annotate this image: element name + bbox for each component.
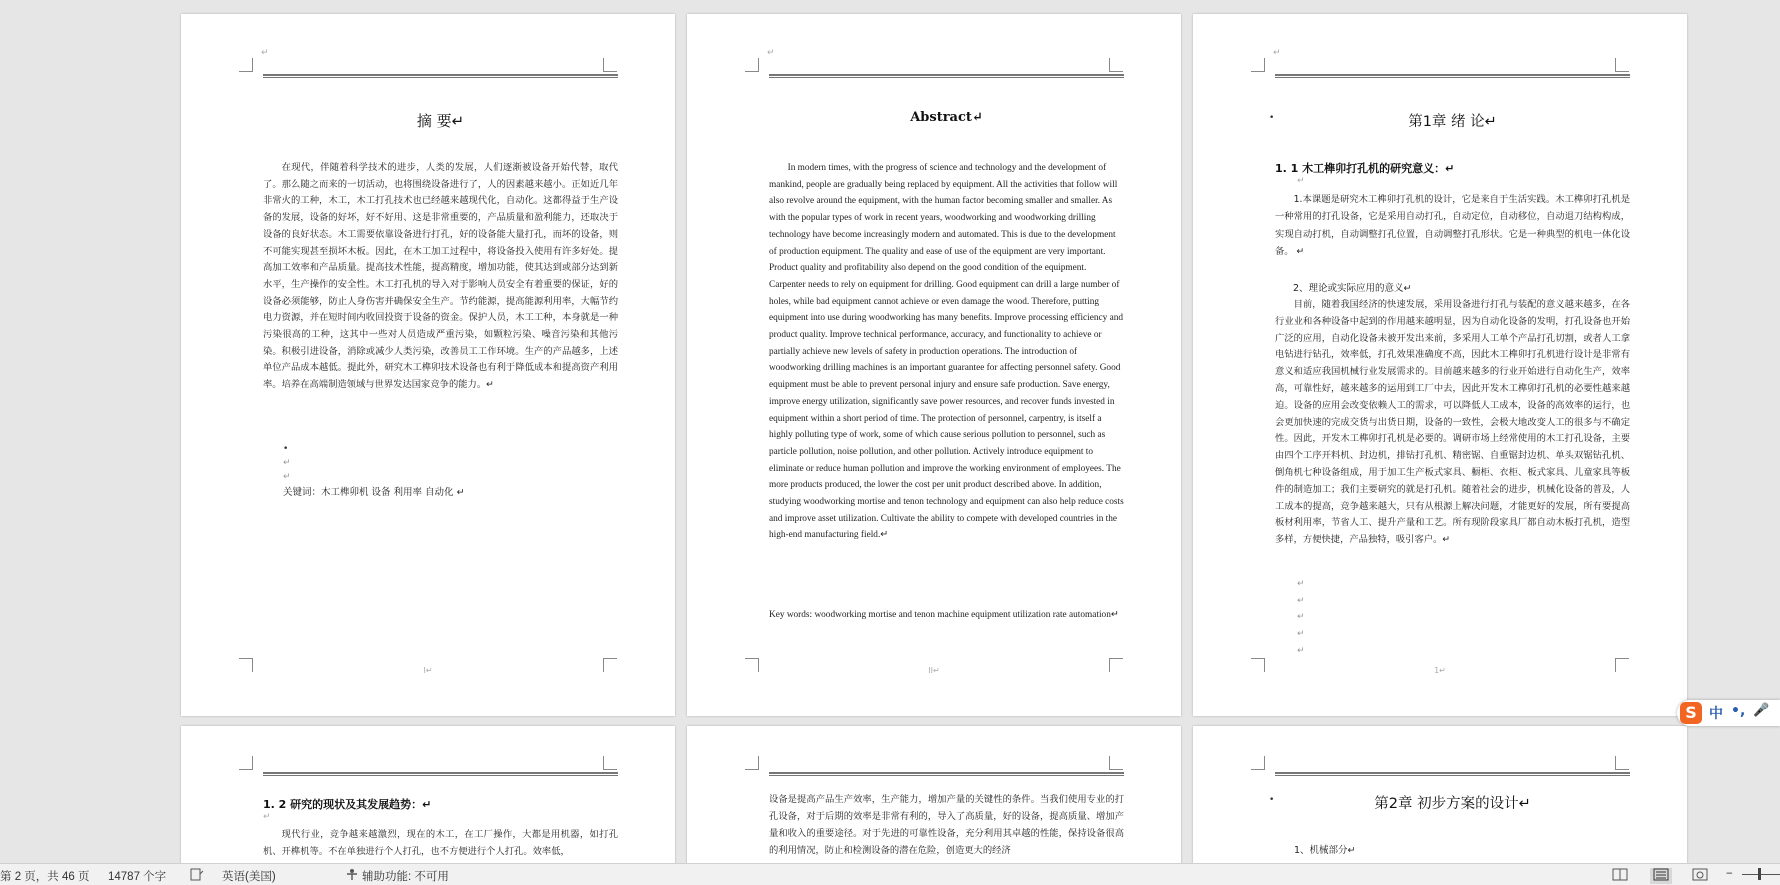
abstract-body[interactable]: In modern times, with the progress of science and technology and the development of mankind, people are gradually being replaced by equipment. All the activities that follow will also revolve around the equipment, with the human factor becoming smaller and smaller. As with the popular types of work in recent years, woodworking and woodworking drilling technology have become increasingly modern and automated. This is due to the development of production equipment. The quality and ease of use of the equipment are very important. Product quality and profitability also depend on the good condition of the equipment. Carpenter needs to rely on equipment for drilling. Good equipment can drill a large number of holes, while bad equipment cannot achieve or even damage the wood. Therefore, putting equipment into use during woodworking has many benefits. Improve processing efficiency and product quality. Improve technical performance, accuracy, and functionality to achieve or partially achieve new levels of safety in production operations. The introduction of woodworking drilling machines is an important guarantee for affecting personnel safety. Good equipment must be able to prevent personal injury and ensure safe production. Save energy, improve energy utilization, significantly save power resources, and recover funds invested in equipment within a short period of time. The protection of personnel, carpentry, is itself a highly polluting type of work, some of which cause serious pollution to personnel, such as particle pollution, noise pollution, and other pollution. Actively introduce equipment to eliminate or reduce human pollution and improve the working environment of employees. The more products produced, the lower the cost per unit product described above. In addition, studying woodworking mortise and tenon technology and equipment can also help reduce costs and improve asset utilization. Cultivate the ability to compete with developed countries in the high-end manufacturing field.↵	[769, 163, 1124, 541]
crop-mark	[1109, 756, 1123, 770]
web-layout-icon[interactable]	[1692, 868, 1708, 884]
status-bar	[0, 863, 1780, 885]
word-count[interactable]: 14787 个字	[108, 871, 167, 883]
paragraph-mark: ↵	[1297, 176, 1305, 186]
paragraph-mark: ↵	[283, 458, 291, 468]
list-item: 1、机械部分↵	[1294, 845, 1356, 856]
accessibility-status[interactable]: 辅助功能: 不可用	[362, 871, 449, 883]
paragraph[interactable]: 1.本课题是研究木工榫卯打孔机的设计，它是来自于生活实践。木工榫卯打孔机是一种常用的打孔设备，它是采用自动打孔，自动定位，自动移位，自动退刀结构构成，实现自动打机，自动调整打孔位置，自动调整打孔形状。它是一种典型的机电一体化设备。 ↵	[1275, 194, 1630, 258]
bullet: •	[1269, 795, 1275, 805]
page-number: I↵	[423, 666, 433, 675]
crop-mark	[745, 756, 759, 770]
language-indicator[interactable]: 英语(美国)	[222, 871, 276, 883]
microphone-icon[interactable]: 🎤	[1753, 703, 1770, 718]
sub-heading: 2、理论或实际应用的意义↵	[1293, 283, 1412, 294]
crop-mark	[1251, 58, 1265, 72]
print-layout-icon[interactable]	[1650, 868, 1672, 884]
page-abstract-en[interactable]	[687, 14, 1181, 716]
ime-lang-toggle[interactable]: 中	[1709, 706, 1723, 722]
zoom-slider[interactable]	[1742, 874, 1780, 875]
page-number: II↵	[928, 666, 940, 675]
page-4[interactable]	[181, 726, 675, 863]
keywords[interactable]: 关键词：木工榫卯机 设备 利用率 自动化 ↵	[283, 487, 465, 498]
page-title: Abstract↵	[910, 110, 983, 125]
page-chapter-1[interactable]	[1193, 14, 1687, 716]
paragraph-mark: ↵	[263, 812, 271, 822]
crop-mark	[239, 58, 253, 72]
crop-mark	[745, 58, 759, 72]
accessibility-icon[interactable]	[345, 868, 359, 884]
page-number: 1↵	[1434, 666, 1446, 675]
chapter-title: 第2章 初步方案的设计↵	[1374, 796, 1531, 812]
crop-mark	[1251, 756, 1265, 770]
section-heading: 1. 2 研究的现状及其发展趋势：↵	[263, 798, 432, 811]
sogou-logo-icon[interactable]: S	[1680, 702, 1702, 724]
paragraph[interactable]: 设备是提高产品生产效率，生产能力，增加产量的关键性的条件。当我们使用专业的打孔设备，对于后期的效率是非常有利的，导入了高质量，好的设备，提高质量、增加产量和收入的重要途径。对于先进的可靠性设备，充分利用其卓越的性能，保持设备很高的利用情况，防止和检测设备的潜在危险，创造更大的经济	[769, 794, 1124, 856]
page-6[interactable]	[1193, 726, 1687, 863]
header-rule	[769, 772, 1124, 776]
paragraph-marks	[283, 442, 291, 484]
bullet: •	[283, 444, 289, 454]
section-heading: 1. 1 木工榫卯打孔机的研究意义：↵	[1275, 162, 1455, 175]
page-count[interactable]: 第 2 页，共 46 页	[0, 871, 90, 883]
paragraph-mark: ↵	[1273, 48, 1281, 58]
paragraph-mark: ↵	[767, 48, 775, 58]
page-title: 摘 要↵	[416, 112, 465, 130]
chapter-title: 第1章 绪 论↵	[1408, 114, 1497, 130]
ime-toolbar[interactable]	[1677, 700, 1780, 726]
paragraph-mark: ↵	[283, 472, 291, 482]
paragraph-marks: ↵ ↵ ↵ ↵ ↵	[1297, 579, 1305, 656]
paragraph-mark: ↵	[261, 48, 269, 58]
page-abstract-cn[interactable]	[181, 14, 675, 716]
ime-punct-toggle[interactable]: •,	[1731, 703, 1746, 719]
header-rule	[263, 772, 618, 776]
paragraph[interactable]: 目前，随着我国经济的快速发展，采用设备进行打孔与装配的意义越来越多，在各行业业和各种设备中起到的作用越来越明显，因为自动化设备的发明，打孔设备也开始广泛的应用，自动化设备未被开发出来前，多采用人工单个产品打孔切割，或者人工拿电钻进行钻孔，效率低，打孔效果准确度不高，因此木工榫卯打孔机进行设计是非常有意义和适应我国机械行业发展需求的。目前越来越多的行业开始进行自动化生产，效率高，可靠性好，越来越多的运用到工厂中去，因此开发木工榫卯打孔机的必要性越来越迫。设备的应用会改变依赖人工的需求，可以降低人工成本，设备的高效率的运行，也会更加快速的完成交货与出货日期，设备的一致性，会极大地改变人工的很多与不确定性。因此，开发木工榫卯打孔机是必要的。调研市场上经常使用的木工打孔设备，主要由四个工序开料机、封边机，排钻打孔机、精密锯、自重锯封边机、单头双锯钻孔机、倒角机七种设备组成，用于加工生产板式家具、橱柜、衣柜、板式家具、儿童家具等板件的制造加工；我们主要研究的就是打孔机。随着社会的进步，机械化设备的普及，人工成本的提高，竞争越来越大，只有从根源上解决问题，才能更好的发展，所有要提高板材利用率，节省人工、提升产量和工艺。所有现阶段家具厂都自动木板打孔机，造型多样，方便快捷，产品独特，吸引客户。↵	[1275, 299, 1630, 546]
paragraph[interactable]: 现代行业，竞争越来越激烈，现在的木工，在工厂操作，大都是用机器，如打孔机、开榫机等。不在单独进行个人打孔，也不方便进行个人打孔。效率低，	[263, 829, 618, 857]
header-rule	[1275, 772, 1630, 776]
proofing-icon[interactable]	[190, 868, 204, 884]
read-mode-icon[interactable]	[1612, 868, 1628, 884]
crop-mark	[239, 756, 253, 770]
zoom-slider-thumb[interactable]	[1758, 868, 1761, 880]
zoom-out-button[interactable]: −	[1726, 868, 1733, 880]
crop-mark	[603, 756, 617, 770]
keywords[interactable]: Key words: woodworking mortise and tenon machine equipment utilization rate automation↵	[769, 610, 1119, 620]
bullet: •	[1269, 113, 1275, 123]
page-5[interactable]	[687, 726, 1181, 863]
crop-mark	[1615, 756, 1629, 770]
abstract-body[interactable]: 在现代，伴随着科学技术的进步，人类的发展，人们逐渐被设备开始代替，取代了。那么随之而来的一切活动，也将围绕设备进行了，人的因素越来越小。正如近几年非常火的工种，木工，木工打孔技术也已经越来越现代化，自动化。这都得益于生产设备的发展，设备的好坏，好不好用、这是非常重要的，产品质量和盈利能力，还取决于设备的良好状态。木工需要依靠设备进行打孔，好的设备能大量打孔，而坏的设备，则不可能实现甚至损坏木板。因此，在木工加工过程中，将设备投入使用有许多好处。提高加工效率和产品质量。提高技术性能，提高精度，增加功能，使其达到或部分达到新水平，生产操作的安全性。木工打孔机的导入对于影响人员安全有着重要的保证，好的设备必须能够，防止人身伤害并确保安全生产。节约能源，提高能源利用率，大幅节约电力资源，并在短时间内收回投资于设备的资金。保护人员，木工工种，本身就是一种污染很高的工种，这其中一些对人员造成严重污染，如颗粒污染、噪音污染和其他污染。积极引进设备，消除或减少人类污染，改善员工工作环境。生产的产品越多，上述单位产品成本越低。提此外，研究木工榫卯技术设备也有利于降低成本和提高资产利用率。培养在高端制造领域与世界发达国家竞争的能力。↵	[263, 162, 618, 391]
